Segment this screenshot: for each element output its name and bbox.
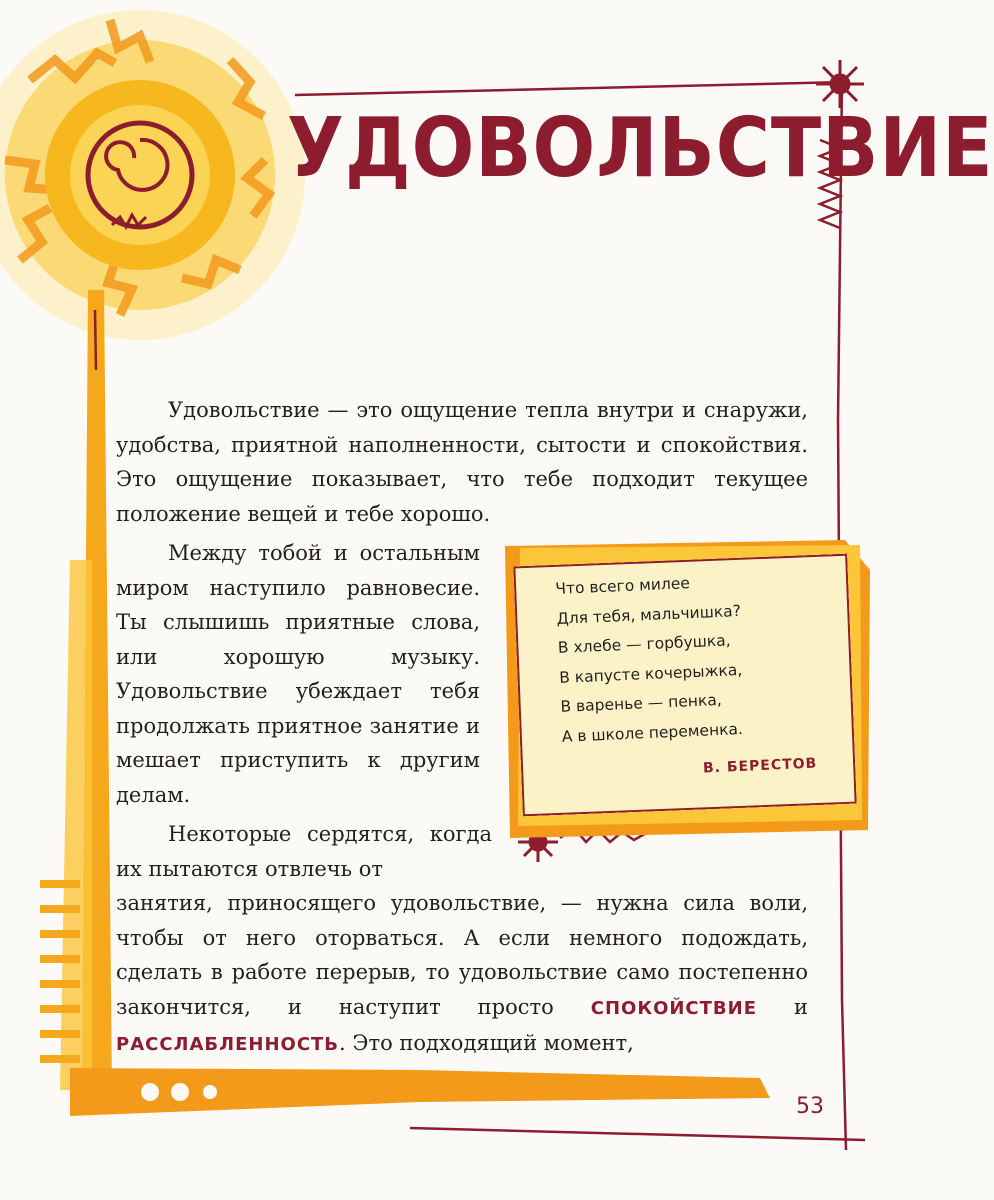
page-title: УДОВОЛЬСТВИЕ	[287, 101, 994, 196]
poem	[555, 568, 832, 757]
left-stripe	[40, 290, 112, 1090]
paragraph-interrupt-and: и	[794, 994, 808, 1019]
sun-icon	[0, 10, 305, 340]
paragraph-intro: Удовольствие — это ощущение тепла внутри и снаружи, удобства, приятной наполненности, сытости и спокойствия. Это ощущение показывает, что тебе подходит текущее положение вещей и тебе хорошо.	[116, 398, 808, 526]
paragraph-interrupt-text: занятия, приносящего удовольствие, — нужна сила воли, чтобы от него оторваться. А если немного подождать, сделать в работе перерыв, то удовольствие само постепенно закончится, и наступит просто	[116, 891, 808, 1019]
poem-author: В. БЕРЕСТОВ	[702, 755, 818, 777]
poem-line: В варенье — пенка,	[560, 690, 723, 716]
poem-line: А в школе переменка.	[561, 719, 744, 746]
bottom-stripe	[70, 1068, 770, 1116]
poem-line: В хлебе — горбушка,	[557, 631, 731, 657]
poem-line: В капусте кочерыжка,	[558, 660, 743, 687]
page-number: 53	[796, 1094, 824, 1119]
highlight-relaxation: РАССЛАБЛЕННОСТЬ	[116, 1034, 340, 1055]
poem-line: Для тебя, мальчишка?	[556, 601, 742, 628]
paragraph-interrupt-intro: Некоторые сердятся, когда их пытаются отвлечь от	[116, 822, 492, 881]
paragraph-balance: Между тобой и остальным миром наступило равновесие. Ты слышишь приятные слова, или хорошую музыку. Удовольствие убеждает тебя продолжать приятное занятие и мешает приступить к другим делам.	[116, 541, 480, 807]
poem-line: Что всего милее	[555, 574, 691, 598]
paragraph-interrupt	[116, 886, 808, 1063]
highlight-calm: СПОКОЙСТВИЕ	[590, 997, 758, 1019]
paragraph-interrupt-end: . Это подходящий момент,	[339, 1031, 634, 1055]
